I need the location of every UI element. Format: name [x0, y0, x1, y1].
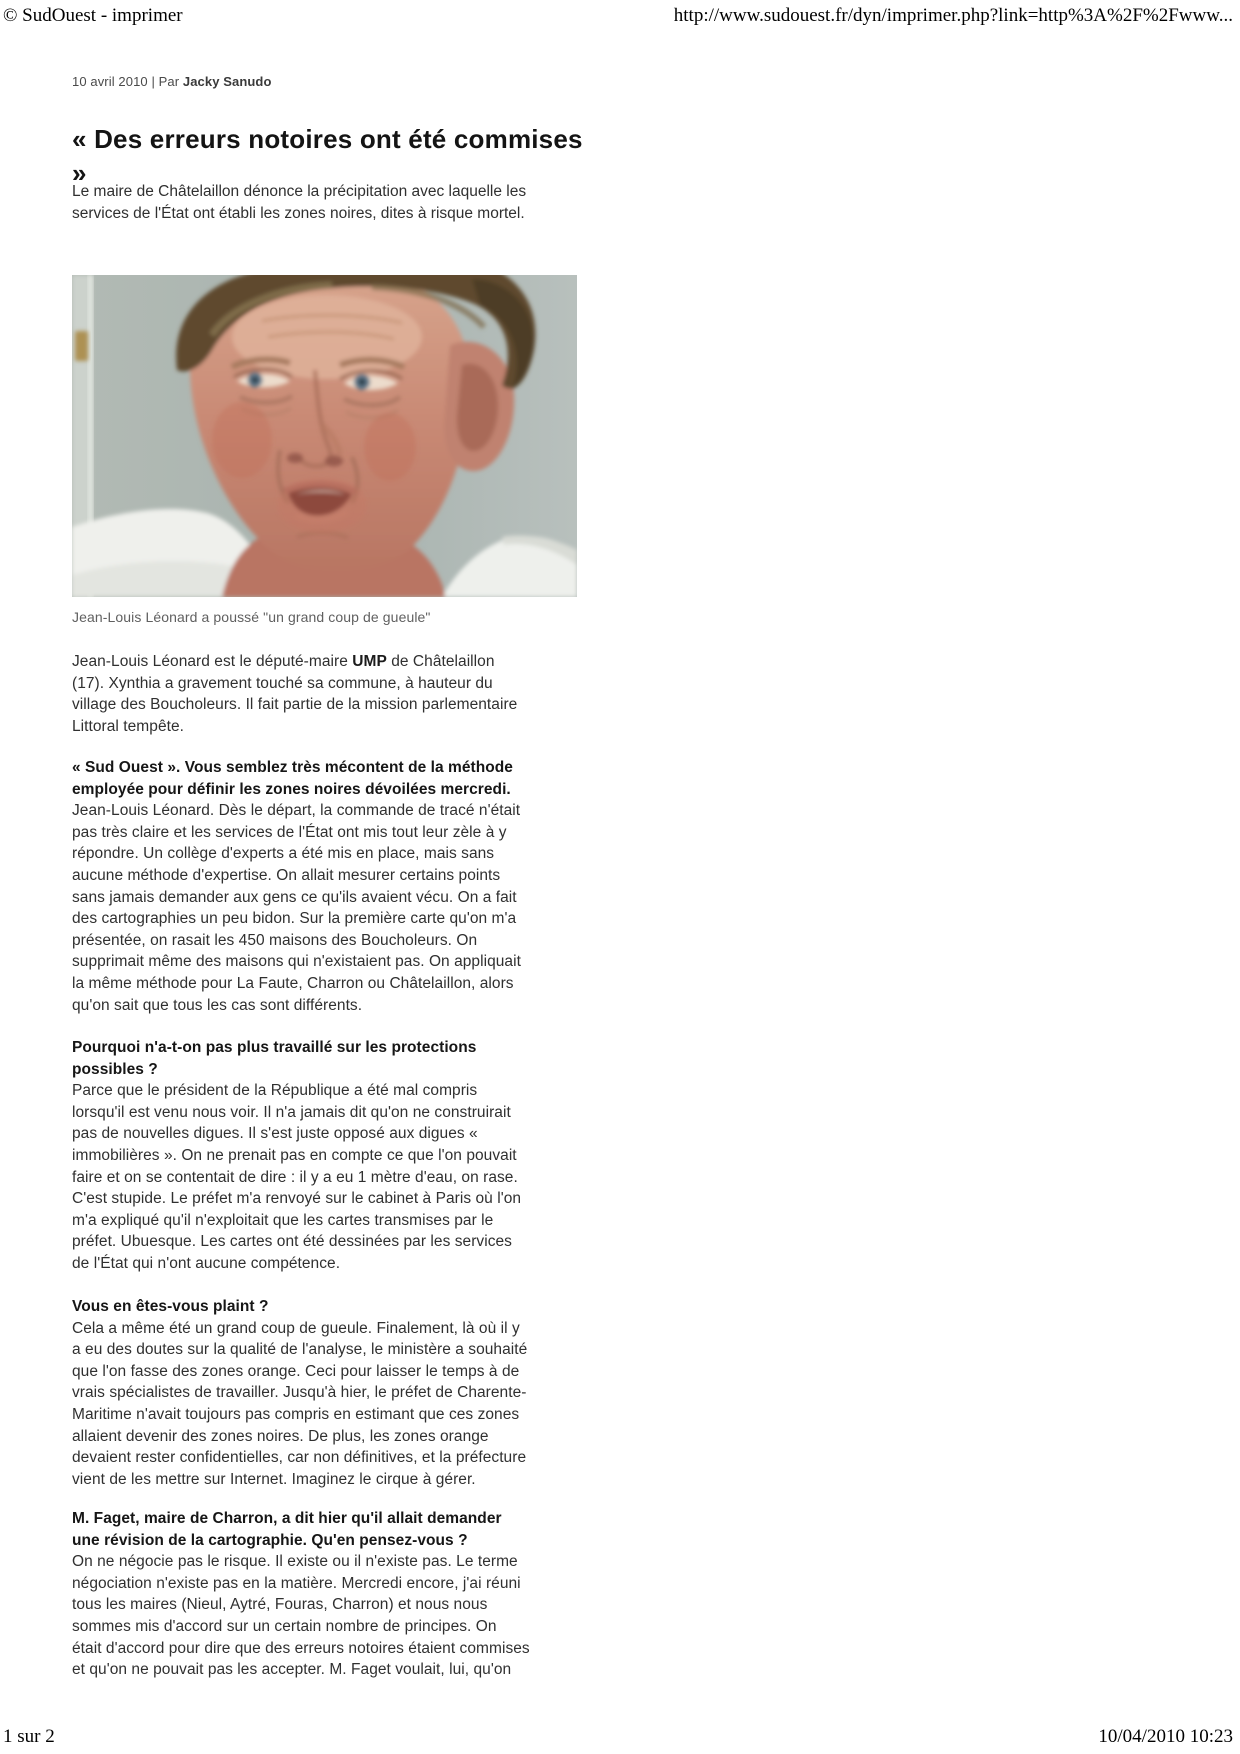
intro-bold-ump: UMP: [352, 653, 387, 670]
answer-4: On ne négocie pas le risque. Il existe ou il n'existe pas. Le terme négociation n'existe pas en la matière. Mercredi encore, j'ai réuni tous les maires (Nieul, Aytré, Fouras, Charron) et nous nous sommes mis d'accord sur un certain nombre de principes. On était d'accord pour dire que des erreurs notoires étaient commises et qu'on ne pouvait pas les accepter. M. Faget voulait, lui, qu'on: [72, 1553, 530, 1679]
qa-block-4: [72, 1508, 530, 1681]
article-photo: [72, 275, 577, 597]
dateline: [72, 74, 272, 89]
photo-caption: Jean-Louis Léonard a poussé "un grand coup de gueule": [72, 609, 431, 625]
intro-paragraph: [72, 651, 530, 737]
print-header: [3, 5, 1233, 27]
print-footer: [3, 1726, 1233, 1748]
article-lede: Le maire de Châtelaillon dénonce la précipitation avec laquelle les services de l'État ont établi les zones noires, dites à risque mortel.: [72, 183, 527, 222]
question-1: « Sud Ouest ». Vous semblez très mécontent de la méthode employée pour définir les zones noires dévoilées mercredi.: [72, 759, 513, 798]
author-name: Jacky Sanudo: [182, 74, 272, 89]
answer-1: Jean-Louis Léonard. Dès le départ, la commande de tracé n'était pas très claire et les services de l'État ont mis tout leur zèle à y répondre. Un collège d'experts a été mis en place, mais sans aucune méthode d'expertise. On allait mesurer certains points sans jamais demander aux gens ce qu'ils avaient vécu. On a fait des cartographies un peu bidon. Sur la première carte qu'on m'a présentée, on rasait les 450 maisons des Boucholeurs. On supprimait même des maisons qui n'existaient pas. On appliquait la même méthode pour La Faute, Charron ou Châtelaillon, alors qu'on sait que tous les cas sont différents.: [72, 802, 521, 1014]
question-3: Vous en êtes-vous plaint ?: [72, 1298, 269, 1315]
page-number: 1 sur 2: [3, 1726, 55, 1747]
answer-3: Cela a même été un grand coup de gueule. Finalement, là où il y a eu des doutes sur la qualité de l'analyse, le ministère a souhaité que l'on fasse des zones orange. Ceci pour laisser le temps à de vrais spécialistes de travailler. Jusqu'à hier, le préfet de Charente-Maritime n'avait toujours pas compris en estimant que ces zones allaient devenir des zones noires. De plus, les zones orange devaient rester confidentielles, car non définitives, et la préfecture vient de les mettre sur Internet. Imaginez le cirque à gérer.: [72, 1319, 528, 1488]
qa-block-2: [72, 1037, 530, 1275]
article-title: [72, 122, 632, 190]
intro-text-after: de Châtelaillon (17). Xynthia a gravement touché sa commune, à hauteur du village des Boucholeurs. Il fait partie de la mission parlementaire Littoral tempête.: [72, 653, 518, 735]
qa-block-3: [72, 1296, 530, 1490]
title-line-2: »: [72, 158, 87, 188]
answer-2: Parce que le président de la République a été mal compris lorsqu'il est venu nous voir. Il n'a jamais dit qu'on ne construirait pas de nouvelles digues. Il s'est juste opposé aux digues « immobilières ». On ne prenait pas en compte ce que l'on pouvait faire et on se contentait de dire : il y a eu 1 mètre d'eau, on rase. C'est stupide. Le préfet m'a renvoyé sur le cabinet à Paris où l'on m'a expliqué qu'il n'exploitait que les cartes transmises par le préfet. Ubuesque. Les cartes ont été dessinées par les services de l'État qui n'ont aucune compétence.: [72, 1082, 522, 1272]
date-text: 10 avril 2010 | Par: [72, 74, 183, 89]
title-line-1: « Des erreurs notoires ont été commises: [72, 124, 583, 154]
intro-text-before: Jean-Louis Léonard est le député-maire: [72, 653, 353, 670]
print-header-title: © SudOuest - imprimer: [3, 5, 183, 26]
print-timestamp: 10/04/2010 10:23: [1098, 1726, 1233, 1747]
question-4: M. Faget, maire de Charron, a dit hier qu'il allait demander une révision de la cartographie. Qu'en pensez-vous ?: [72, 1510, 502, 1549]
question-2: Pourquoi n'a-t-on pas plus travaillé sur les protections possibles ?: [72, 1039, 477, 1078]
portrait-photo-illustration: [72, 275, 577, 597]
print-header-url: http://www.sudouest.fr/dyn/imprimer.php?link=http%3A%2F%2Fwww...: [673, 5, 1233, 26]
qa-block-1: [72, 757, 530, 1016]
